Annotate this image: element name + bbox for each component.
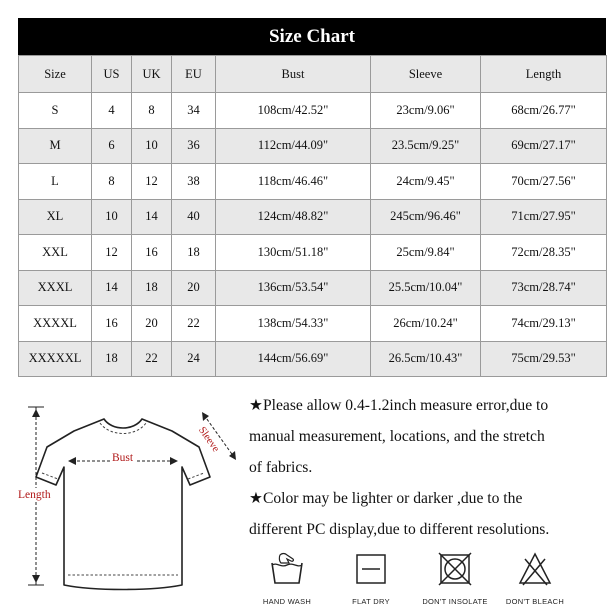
flat-dry-icon [351, 549, 391, 589]
length-label: Length [18, 489, 51, 501]
cell-bust: 136cm/53.54" [216, 270, 371, 306]
care-hand-wash [252, 545, 322, 610]
cell-size: XL [19, 199, 92, 235]
cell-eu: 34 [172, 93, 216, 129]
table-row [19, 306, 607, 342]
cell-bust: 108cm/42.52" [216, 93, 371, 129]
column-header-bust: Bust [216, 56, 371, 93]
cell-size: XXXXL [19, 306, 92, 342]
care-flat-dry [336, 545, 406, 610]
cell-length: 71cm/27.95" [481, 199, 607, 235]
note-line: ★Color may be lighter or darker ,due to the [249, 490, 523, 507]
cell-us: 8 [92, 164, 132, 200]
cell-sleeve: 23cm/9.06" [371, 93, 481, 129]
cell-uk: 10 [132, 128, 172, 164]
size-notes [249, 390, 611, 545]
cell-uk: 8 [132, 93, 172, 129]
cell-uk: 22 [132, 341, 172, 377]
sleeve-label: Sleeve [195, 425, 222, 455]
note-line: ★Please allow 0.4-1.2inch measure error,due to [249, 397, 549, 414]
cell-length: 73cm/28.74" [481, 270, 607, 306]
cell-bust: 124cm/48.82" [216, 199, 371, 235]
column-header-size: Size [19, 56, 92, 93]
cell-eu: 18 [172, 235, 216, 271]
cell-size: XXL [19, 235, 92, 271]
size-chart-table [18, 55, 607, 377]
table-row [19, 270, 607, 306]
cell-size: L [19, 164, 92, 200]
column-header-uk: UK [132, 56, 172, 93]
cell-length: 70cm/27.56" [481, 164, 607, 200]
cell-eu: 40 [172, 199, 216, 235]
hand-wash-icon [267, 549, 307, 589]
do-not-tumble-dry-icon [435, 549, 475, 589]
cell-sleeve: 245cm/96.46" [371, 199, 481, 235]
cell-eu: 24 [172, 341, 216, 377]
cell-size: XXXXXL [19, 341, 92, 377]
cell-sleeve: 23.5cm/9.25" [371, 128, 481, 164]
cell-sleeve: 26.5cm/10.43" [371, 341, 481, 377]
cell-eu: 36 [172, 128, 216, 164]
note-line: manual measurement, locations, and the stretch [249, 428, 545, 445]
cell-sleeve: 25.5cm/10.04" [371, 270, 481, 306]
column-header-eu: EU [172, 56, 216, 93]
cell-eu: 20 [172, 270, 216, 306]
care-label: HAND WASH [262, 597, 312, 606]
cell-uk: 20 [132, 306, 172, 342]
table-row [19, 164, 607, 200]
cell-size: S [19, 93, 92, 129]
cell-sleeve: 24cm/9.45" [371, 164, 481, 200]
cell-length: 75cm/29.53" [481, 341, 607, 377]
table-header-row [19, 56, 607, 93]
cell-uk: 12 [132, 164, 172, 200]
do-not-bleach-icon [515, 549, 555, 589]
cell-us: 4 [92, 93, 132, 129]
cell-us: 10 [92, 199, 132, 235]
care-label: FLAT DRY [352, 597, 390, 606]
cell-uk: 18 [132, 270, 172, 306]
table-row [19, 341, 607, 377]
cell-sleeve: 25cm/9.84" [371, 235, 481, 271]
cell-us: 6 [92, 128, 132, 164]
column-header-sleeve: Sleeve [371, 56, 481, 93]
table-row [19, 199, 607, 235]
cell-length: 74cm/29.13" [481, 306, 607, 342]
column-header-length: Length [481, 56, 607, 93]
size-chart-title: Size Chart [18, 18, 606, 56]
table-row [19, 93, 607, 129]
cell-us: 18 [92, 341, 132, 377]
care-do-not-bleach [500, 545, 570, 610]
cell-bust: 118cm/46.46" [216, 164, 371, 200]
cell-eu: 38 [172, 164, 216, 200]
cell-eu: 22 [172, 306, 216, 342]
note-line: of fabrics. [249, 459, 313, 476]
column-header-us: US [92, 56, 132, 93]
cell-length: 69cm/27.17" [481, 128, 607, 164]
cell-uk: 14 [132, 199, 172, 235]
cell-bust: 112cm/44.09" [216, 128, 371, 164]
cell-us: 14 [92, 270, 132, 306]
note-line: different PC display,due to different resolutions. [249, 521, 550, 538]
table-row [19, 235, 607, 271]
cell-size: M [19, 128, 92, 164]
cell-us: 16 [92, 306, 132, 342]
cell-us: 12 [92, 235, 132, 271]
cell-size: XXXL [19, 270, 92, 306]
tshirt-measurement-diagram [12, 395, 248, 595]
care-label: DON'T INSOLATE [422, 597, 488, 606]
cell-uk: 16 [132, 235, 172, 271]
cell-bust: 130cm/51.18" [216, 235, 371, 271]
cell-bust: 144cm/56.69" [216, 341, 371, 377]
bust-label: Bust [112, 452, 134, 464]
cell-length: 68cm/26.77" [481, 93, 607, 129]
care-label: DON'T BLEACH [505, 597, 565, 606]
cell-bust: 138cm/54.33" [216, 306, 371, 342]
cell-length: 72cm/28.35" [481, 235, 607, 271]
cell-sleeve: 26cm/10.24" [371, 306, 481, 342]
table-row [19, 128, 607, 164]
